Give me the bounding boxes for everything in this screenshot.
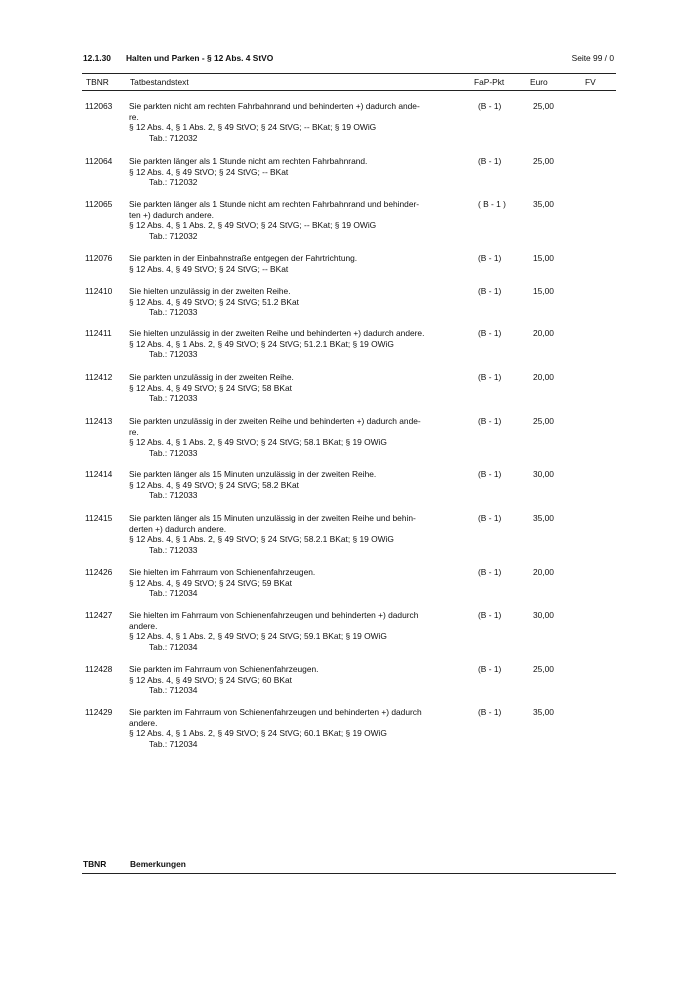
euro-cell: 25,00	[533, 101, 554, 111]
tbnr-cell: 112427	[85, 610, 113, 620]
legal-reference: § 12 Abs. 4, § 49 StVO; § 24 StVG; 60 BKat	[129, 674, 292, 685]
offense-description: Sie parkten länger als 1 Stunde nicht am rechten Fahrbahnrand und behinder- ten +) dadurch andere.	[129, 199, 420, 220]
euro-cell: 20,00	[533, 372, 554, 382]
offense-description: Sie parkten im Fahrraum von Schienenfahrzeugen und behinderten +) dadurch andere.	[129, 707, 422, 728]
euro-cell: 25,00	[533, 416, 554, 426]
points-cell: (B - 1)	[478, 610, 502, 620]
tbnr-cell: 112428	[85, 664, 113, 674]
euro-cell: 15,00	[533, 253, 554, 263]
legal-reference: § 12 Abs. 4, § 49 StVO; § 24 StVG; 58.2 BKat	[129, 479, 299, 490]
legal-reference: § 12 Abs. 4, § 49 StVO; § 24 StVG; 59 BKat	[129, 577, 292, 588]
offense-text-cell	[129, 101, 467, 143]
tbnr-cell: 112411	[85, 328, 112, 338]
tab-reference: Tab.: 712034	[149, 738, 198, 749]
tbnr-cell: 112410	[85, 286, 113, 296]
column-header-euro: Euro	[530, 77, 548, 87]
tbnr-cell: 112076	[85, 253, 113, 263]
offense-description: Sie hielten im Fahrraum von Schienenfahrzeugen.	[129, 567, 316, 577]
offense-text-cell	[129, 567, 467, 599]
offense-text-cell	[129, 372, 467, 404]
points-cell: ( B - 1 )	[478, 199, 506, 209]
offense-description: Sie hielten im Fahrraum von Schienenfahrzeugen und behinderten +) dadurch andere.	[129, 610, 419, 631]
euro-cell: 25,00	[533, 664, 554, 674]
offense-description: Sie parkten in der Einbahnstraße entgegen der Fahrtrichtung.	[129, 253, 358, 263]
tbnr-cell: 112414	[85, 469, 113, 479]
page-number: Seite 99 / 0	[571, 53, 614, 63]
column-header-points: FaP-Pkt	[474, 77, 505, 87]
column-header-text: Tatbestandstext	[130, 77, 189, 87]
tab-reference: Tab.: 712033	[149, 447, 198, 458]
tab-reference: Tab.: 712033	[149, 393, 198, 403]
euro-cell: 30,00	[533, 610, 554, 620]
points-cell: (B - 1)	[478, 513, 502, 523]
tab-reference: Tab.: 712033	[149, 307, 198, 317]
tab-reference: Tab.: 712033	[149, 544, 198, 555]
offense-text-cell	[129, 610, 467, 652]
tbnr-cell: 112412	[85, 372, 113, 382]
points-cell: (B - 1)	[478, 664, 502, 674]
points-cell: (B - 1)	[478, 253, 502, 263]
euro-cell: 30,00	[533, 469, 554, 479]
tab-reference: Tab.: 712033	[149, 349, 198, 359]
euro-cell: 20,00	[533, 567, 554, 577]
offense-description: Sie parkten im Fahrraum von Schienenfahrzeugen.	[129, 664, 319, 674]
offense-text-cell	[129, 253, 467, 274]
points-cell: (B - 1)	[478, 372, 502, 382]
offense-text-cell	[129, 469, 467, 501]
tbnr-cell: 112413	[85, 416, 113, 426]
tab-reference: Tab.: 712034	[149, 641, 198, 652]
offense-text-cell	[129, 199, 467, 241]
offense-text-cell	[129, 286, 467, 318]
points-cell: (B - 1)	[478, 156, 502, 166]
tbnr-cell: 112063	[85, 101, 113, 111]
euro-cell: 20,00	[533, 328, 554, 338]
points-cell: (B - 1)	[478, 707, 502, 717]
euro-cell: 15,00	[533, 286, 554, 296]
euro-cell: 35,00	[533, 707, 554, 717]
remarks-header	[82, 855, 616, 874]
points-cell: (B - 1)	[478, 567, 502, 577]
legal-reference: § 12 Abs. 4, § 49 StVO; § 24 StVG; -- BKat	[129, 166, 289, 177]
points-cell: (B - 1)	[478, 286, 502, 296]
offense-text-cell	[129, 416, 467, 458]
column-header-tbnr: TBNR	[86, 77, 109, 87]
points-cell: (B - 1)	[478, 469, 502, 479]
offense-text-cell	[129, 513, 467, 555]
legal-reference: § 12 Abs. 4, § 1 Abs. 2, § 49 StVO; § 24 StVG; 51.2.1 BKat; § 19 OWiG	[129, 338, 394, 349]
offense-description: Sie parkten unzulässig in der zweiten Reihe und behinderten +) dadurch ande- re.	[129, 416, 421, 437]
points-cell: (B - 1)	[478, 416, 502, 426]
euro-cell: 35,00	[533, 199, 554, 209]
tab-reference: Tab.: 712033	[149, 490, 198, 500]
points-cell: (B - 1)	[478, 328, 502, 338]
legal-reference: § 12 Abs. 4, § 49 StVO; § 24 StVG; 58 BKat	[129, 382, 292, 393]
tbnr-cell: 112415	[85, 513, 113, 523]
offense-text-cell	[129, 707, 467, 749]
offense-description: Sie hielten unzulässig in der zweiten Reihe und behinderten +) dadurch andere.	[129, 328, 425, 338]
tbnr-cell: 112064	[85, 156, 113, 166]
tbnr-cell: 112429	[85, 707, 113, 717]
tbnr-cell: 112065	[85, 199, 113, 209]
legal-reference: § 12 Abs. 4, § 1 Abs. 2, § 49 StVO; § 24 StVG; 58.2.1 BKat; § 19 OWiG	[129, 534, 394, 544]
tab-reference: Tab.: 712032	[149, 230, 198, 241]
legal-reference: § 12 Abs. 4, § 1 Abs. 2, § 49 StVO; § 24 StVG; -- BKat; § 19 OWiG	[129, 220, 377, 230]
offense-description: Sie hielten unzulässig in der zweiten Reihe.	[129, 286, 291, 296]
offense-text-cell	[129, 156, 467, 188]
offense-text-cell	[129, 328, 467, 360]
tab-reference: Tab.: 712034	[149, 588, 198, 598]
column-header-fv: FV	[585, 77, 596, 87]
remarks-tbnr-label: TBNR	[83, 859, 107, 869]
euro-cell: 35,00	[533, 513, 554, 523]
tab-reference: Tab.: 712032	[149, 177, 198, 187]
section-title: Halten und Parken - § 12 Abs. 4 StVO	[126, 53, 274, 63]
tbnr-cell: 112426	[85, 567, 113, 577]
offense-text-cell	[129, 664, 467, 696]
offense-description: Sie parkten länger als 15 Minuten unzulässig in der zweiten Reihe.	[129, 469, 377, 479]
legal-reference: § 12 Abs. 4, § 1 Abs. 2, § 49 StVO; § 24 StVG; 58.1 BKat; § 19 OWiG	[129, 437, 387, 447]
legal-reference: § 12 Abs. 4, § 1 Abs. 2, § 49 StVO; § 24 StVG; 60.1 BKat; § 19 OWiG	[129, 728, 387, 738]
remarks-label: Bemerkungen	[130, 859, 186, 869]
legal-reference: § 12 Abs. 4, § 1 Abs. 2, § 49 StVO; § 24 StVG; 59.1 BKat; § 19 OWiG	[129, 631, 387, 641]
legal-reference: § 12 Abs. 4, § 49 StVO; § 24 StVG; -- BKat	[129, 263, 289, 274]
legal-reference: § 12 Abs. 4, § 1 Abs. 2, § 49 StVO; § 24 StVG; -- BKat; § 19 OWiG	[129, 122, 377, 132]
offense-description: Sie parkten nicht am rechten Fahrbahnrand und behinderten +) dadurch ande- re.	[129, 101, 420, 122]
euro-cell: 25,00	[533, 156, 554, 166]
column-header-row	[82, 73, 616, 91]
tab-reference: Tab.: 712032	[149, 132, 198, 143]
offense-description: Sie parkten länger als 15 Minuten unzulässig in der zweiten Reihe und behin- derten +) dadurch andere.	[129, 513, 416, 534]
points-cell: (B - 1)	[478, 101, 502, 111]
legal-reference: § 12 Abs. 4, § 49 StVO; § 24 StVG; 51.2 BKat	[129, 296, 299, 307]
offense-description: Sie parkten unzulässig in der zweiten Reihe.	[129, 372, 294, 382]
offense-description: Sie parkten länger als 1 Stunde nicht am rechten Fahrbahnrand.	[129, 156, 368, 166]
section-number: 12.1.30	[83, 53, 111, 63]
page-header	[82, 51, 614, 65]
tab-reference: Tab.: 712034	[149, 685, 198, 695]
